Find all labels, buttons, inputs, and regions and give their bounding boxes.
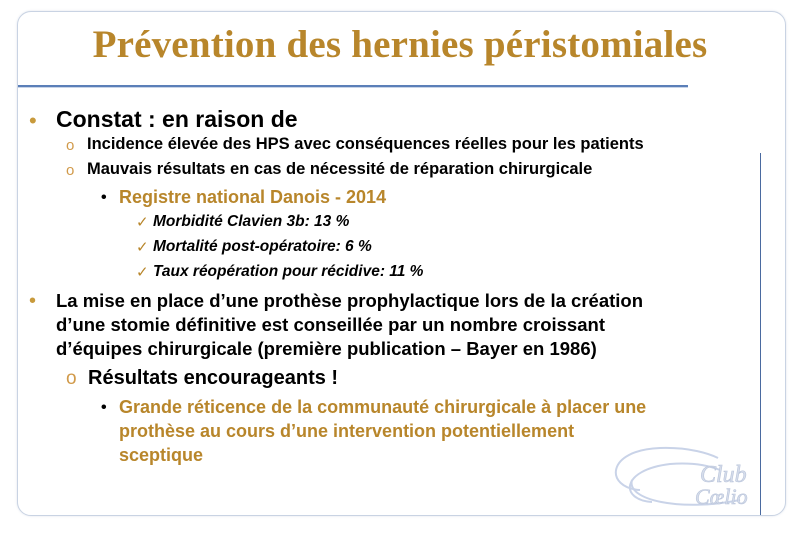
sub-bullet-reticence-line1: Grande réticence de la communauté chirurgicale à placer une [119,397,647,417]
bullet-marker: • [101,399,107,416]
circle-marker: o [66,162,75,179]
sub-bullet-incidence: Incidence élevée des HPS avec conséquences réelles pour les patients [87,135,644,153]
logo-club-text: Club [700,462,747,488]
check-mortalite: Mortalité post-opératoire: 6 % [153,238,372,255]
check-icon: ✓ [136,214,149,231]
bullet-constat: Constat : en raison de [56,106,298,132]
bullet-prothese-line1: La mise en place d’une prothèse prophylactique lors de la création [56,290,644,311]
bullet-marker: • [29,108,37,133]
logo-coelio-text: Cœlio [695,484,748,509]
sub-bullet-reticence-line2: prothèse au cours d’une intervention potentiellement [119,421,575,441]
check-reoperation: Taux réopération pour récidive: 11 % [153,263,424,280]
check-morbidite: Morbidité Clavien 3b: 13 % [153,213,350,230]
check-icon: ✓ [136,239,149,256]
sub-bullet-registre: Registre national Danois - 2014 [119,187,387,207]
circle-marker: o [66,368,77,389]
bullet-marker: • [29,290,37,312]
bullet-marker: • [101,189,107,206]
sub-bullet-mauvais: Mauvais résultats en cas de nécessité de réparation chirurgicale [87,160,593,178]
bullet-prothese-line2: d’une stomie définitive est conseillée par un nombre croissant [56,314,605,335]
circle-marker: o [66,137,75,154]
sub-bullet-reticence-line3: sceptique [119,445,204,465]
check-icon: ✓ [136,264,149,281]
sub-bullet-resultats: Résultats encourageants ! [88,367,339,389]
slide-title: Prévention des hernies péristomiales [92,23,708,66]
bullet-prothese-line3: d’équipes chirurgicale (première publication – Bayer en 1986) [56,338,597,359]
club-coelio-logo [600,440,790,515]
